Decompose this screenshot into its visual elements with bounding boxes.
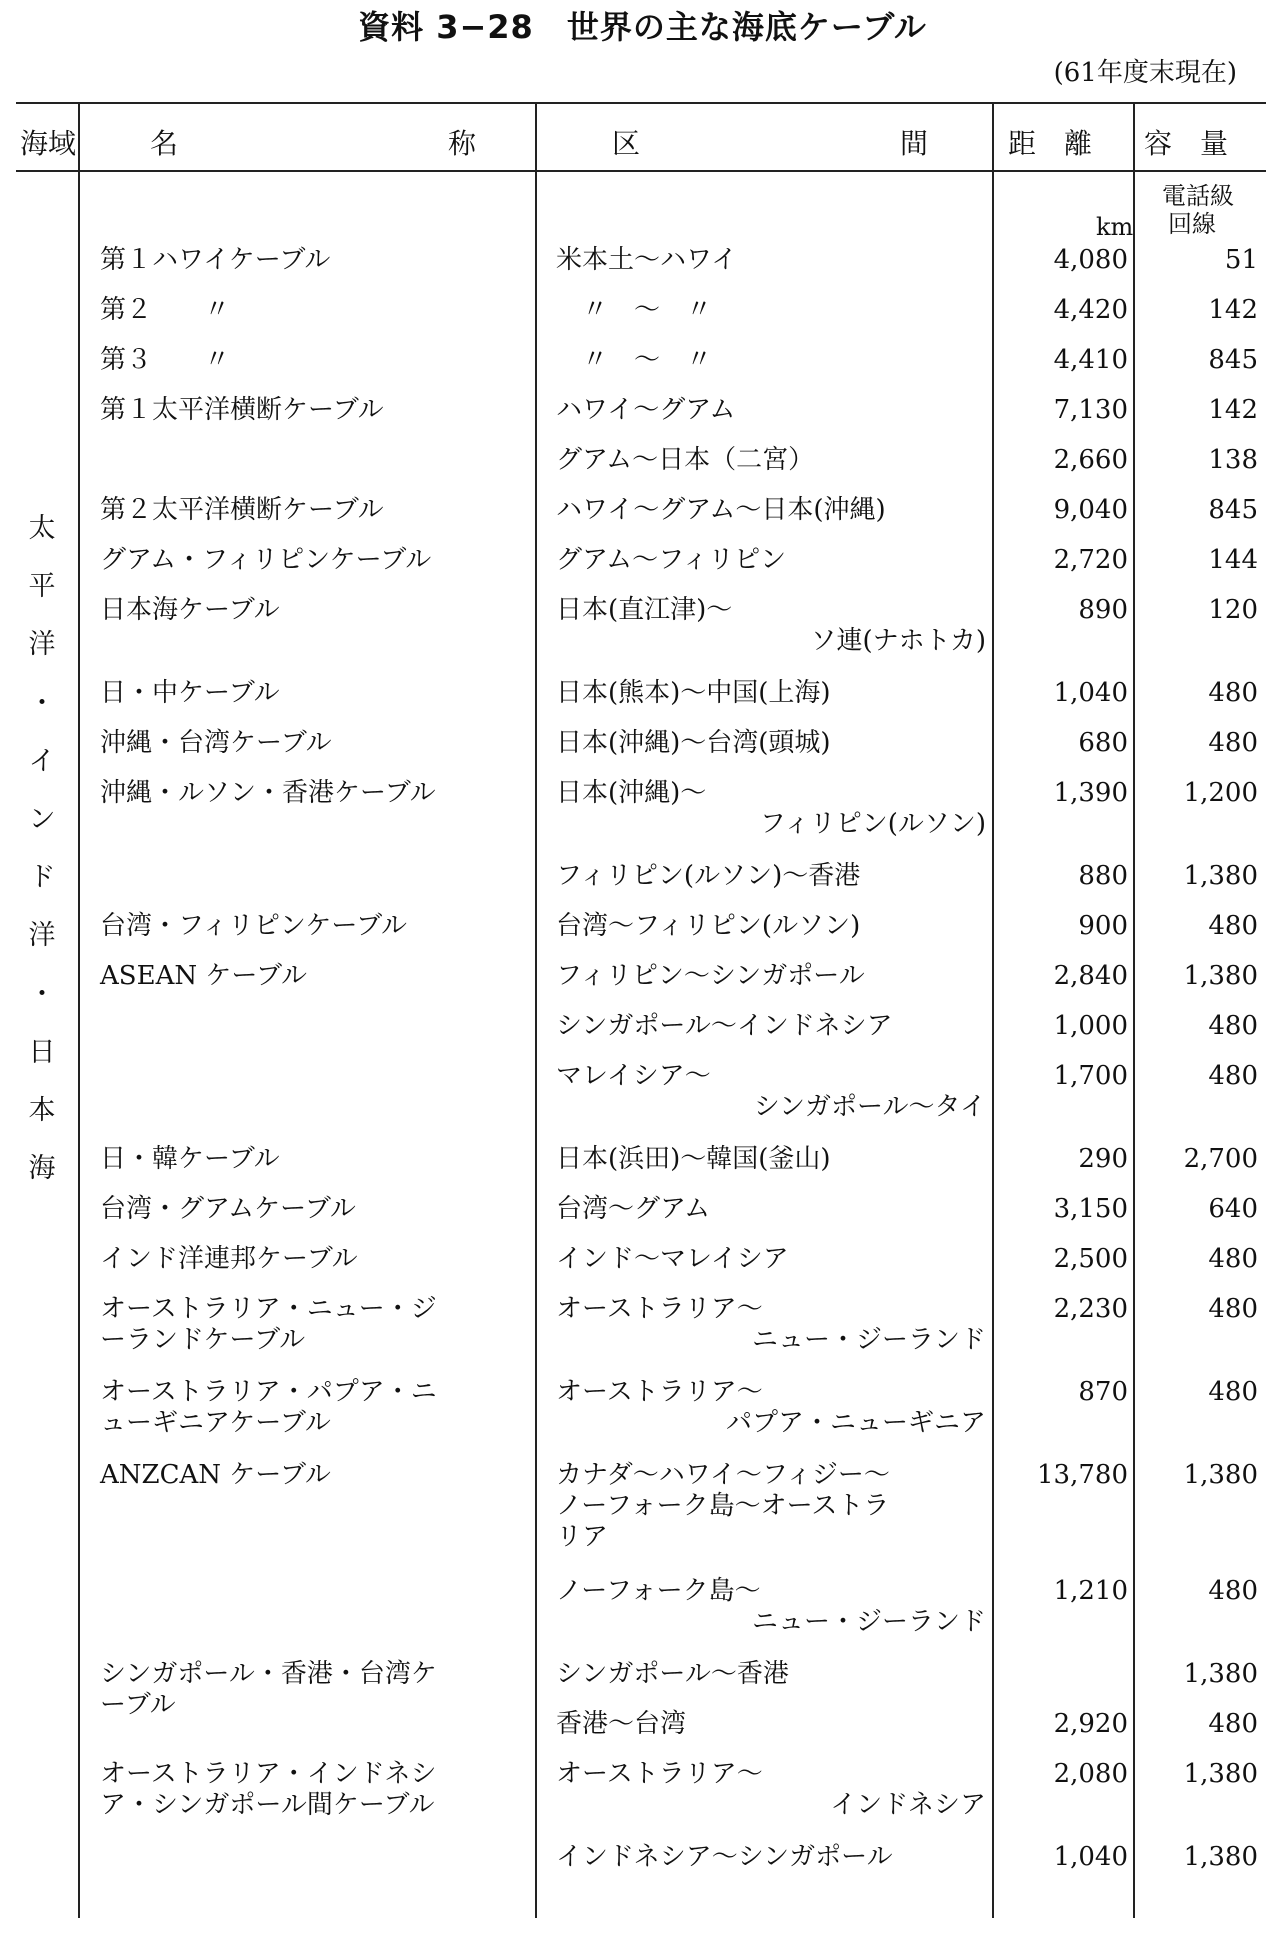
cable-name-line: 第１ハワイケーブル (100, 245, 331, 275)
capacity-cell: 480 (1208, 1294, 1258, 1324)
region-char: 洋 (28, 920, 56, 952)
section-line: 台湾〜グアム (556, 1194, 711, 1224)
section-line: フィリピン〜シンガポール (556, 961, 865, 991)
section (556, 861, 986, 892)
section (556, 295, 986, 326)
section (556, 1460, 986, 1553)
region-char: イ (28, 745, 56, 777)
header-capacity: 容 量 (1144, 127, 1229, 160)
section-line-2: パプア・ニューギニア (725, 1408, 986, 1438)
section-line: 日本(沖縄)〜台湾(頭城) (556, 728, 831, 758)
capacity-cell: 480 (1208, 728, 1258, 758)
cable-name-line: 日・中ケーブル (100, 678, 280, 708)
capacity-cell: 480 (1208, 1244, 1258, 1274)
distance-cell: 4,410 (1053, 345, 1128, 375)
cable-name-line: 沖縄・ルソン・香港ケーブル (100, 778, 436, 808)
header-name-b: 称 (448, 127, 477, 160)
capacity-cell: 640 (1208, 1194, 1258, 1224)
section (556, 1576, 986, 1638)
cable-name-line: 台湾・グアムケーブル (100, 1194, 356, 1224)
cable-name (100, 295, 520, 326)
distance-cell: 2,720 (1053, 545, 1128, 575)
header-distance: 距 離 (1008, 127, 1093, 160)
section-line: 米本土〜ハワイ (556, 245, 738, 275)
section-line: インドネシア〜シンガポール (556, 1842, 893, 1872)
cable-name (100, 678, 520, 709)
document-title: 資料 3−28 世界の主な海底ケーブル (358, 8, 927, 46)
cable-name-line: 第２太平洋横断ケーブル (100, 495, 384, 525)
section-line: オーストラリア〜 (556, 1377, 763, 1407)
capacity-cell: 480 (1208, 1377, 1258, 1407)
section-line: ノーフォーク島〜 (556, 1576, 761, 1606)
section (556, 595, 986, 657)
capacity-cell: 120 (1208, 595, 1258, 625)
region-char: 洋 (28, 629, 56, 661)
unit-capacity-b: 回線 (1168, 210, 1216, 238)
cable-name (100, 1759, 520, 1821)
section (556, 1011, 986, 1042)
region-char: ン (28, 804, 56, 836)
region-char: 日 (28, 1036, 56, 1068)
cable-name (100, 728, 520, 759)
section-line: 日本(浜田)〜韓国(釜山) (556, 1144, 831, 1174)
col-divider-section (992, 103, 994, 1918)
capacity-cell: 51 (1224, 245, 1258, 275)
cable-name-line: 第３ 〃 (100, 345, 231, 375)
section-line: シンガポール〜香港 (556, 1659, 789, 1689)
section-line: ハワイ〜グアム〜日本(沖縄) (556, 495, 886, 525)
capacity-cell: 480 (1208, 911, 1258, 941)
capacity-cell: 1,200 (1183, 778, 1258, 808)
section-line: オーストラリア〜 (556, 1294, 763, 1324)
section-line: オーストラリア〜 (556, 1759, 763, 1789)
section (556, 1244, 986, 1275)
cable-name (100, 395, 520, 426)
section-line: ハワイ〜グアム (556, 395, 736, 425)
cable-name-line: 日本海ケーブル (100, 595, 280, 625)
section-line: 日本(沖縄)〜 (556, 778, 707, 808)
header-bottom-rule (16, 170, 1266, 172)
capacity-cell: 2,700 (1183, 1144, 1258, 1174)
distance-cell: 7,130 (1053, 395, 1128, 425)
distance-cell: 680 (1078, 728, 1128, 758)
cable-name-line: 台湾・フィリピンケーブル (100, 911, 408, 941)
capacity-cell: 480 (1208, 678, 1258, 708)
cable-name-line: オーストラリア・ニュー・ジ (100, 1294, 437, 1324)
cable-name-line: ーブル (100, 1690, 176, 1720)
cable-name-line: インド洋連邦ケーブル (100, 1244, 358, 1274)
header-section-a: 区 (612, 127, 641, 160)
section-line: グアム〜フィリピン (556, 545, 787, 575)
section (556, 1194, 986, 1225)
distance-cell: 2,080 (1053, 1759, 1128, 1789)
capacity-cell: 480 (1208, 1011, 1258, 1041)
section (556, 245, 986, 276)
section (556, 445, 986, 476)
capacity-cell: 480 (1208, 1709, 1258, 1739)
distance-cell: 1,210 (1053, 1576, 1128, 1606)
distance-cell: 900 (1078, 911, 1128, 941)
section (556, 778, 986, 840)
capacity-cell: 480 (1208, 1576, 1258, 1606)
region-char: 平 (28, 571, 56, 603)
section-line-2: ソ連(ナホトカ) (810, 626, 986, 656)
cable-name-line: シンガポール・香港・台湾ケ (100, 1659, 437, 1689)
unit-capacity-a: 電話級 (1162, 182, 1234, 210)
cable-name-line: 沖縄・台湾ケーブル (100, 728, 332, 758)
region-char: ド (28, 862, 56, 894)
cable-name-line: 第１太平洋横断ケーブル (100, 395, 384, 425)
section-line: 日本(直江津)〜 (556, 595, 733, 625)
section (556, 395, 986, 426)
cable-name-line: 第２ 〃 (100, 295, 231, 325)
distance-cell: 3,150 (1053, 1194, 1128, 1224)
cable-name (100, 778, 520, 809)
as-of-note: (61年度末現在) (1053, 58, 1237, 88)
cable-name (100, 1460, 520, 1491)
section-line-2: ニュー・ジーランド (751, 1607, 986, 1637)
header-name-a: 名 (150, 127, 179, 160)
section-line: 台湾〜フィリピン(ルソン) (556, 911, 861, 941)
cable-name (100, 545, 520, 576)
capacity-cell: 1,380 (1183, 1842, 1258, 1872)
distance-cell: 2,230 (1053, 1294, 1128, 1324)
section-line: ノーフォーク島〜オーストラ (556, 1491, 890, 1521)
section-line: リア (556, 1522, 609, 1552)
region-char: ・ (28, 687, 56, 719)
cable-name-line: ューギニアケーブル (100, 1408, 331, 1438)
section-line-2: フィリピン(ルソン) (759, 809, 986, 839)
region-char: ・ (28, 978, 56, 1010)
cable-name-line: ASEAN ケーブル (100, 961, 308, 991)
capacity-cell: 845 (1208, 495, 1258, 525)
header-top-rule (16, 102, 1266, 104)
distance-cell: 1,040 (1053, 678, 1128, 708)
region-label (22, 500, 62, 1198)
section (556, 1759, 986, 1821)
capacity-cell: 142 (1208, 395, 1258, 425)
region-char: 本 (28, 1095, 56, 1127)
section (556, 345, 986, 376)
section-line: 香港〜台湾 (556, 1709, 687, 1739)
col-divider-name (535, 103, 537, 1918)
cable-name (100, 495, 520, 526)
distance-cell: 2,840 (1053, 961, 1128, 991)
section (556, 1061, 986, 1123)
capacity-cell: 480 (1208, 1061, 1258, 1091)
distance-cell: 870 (1078, 1377, 1128, 1407)
section (556, 911, 986, 942)
capacity-cell: 1,380 (1183, 1460, 1258, 1490)
section-line: カナダ〜ハワイ〜フィジー〜 (556, 1460, 890, 1490)
col-divider-region (78, 103, 80, 1918)
cable-name (100, 1659, 520, 1721)
distance-cell: 1,390 (1053, 778, 1128, 808)
distance-cell: 4,080 (1053, 245, 1128, 275)
distance-cell: 2,660 (1053, 445, 1128, 475)
cable-name (100, 245, 520, 276)
section (556, 1294, 986, 1356)
cable-name (100, 345, 520, 376)
section-line-2: シンガポール〜タイ (753, 1092, 986, 1122)
distance-cell: 13,780 (1037, 1460, 1128, 1490)
cable-name (100, 1194, 520, 1225)
section-line: グアム〜日本（二宮） (556, 445, 815, 475)
section-line: フィリピン(ルソン)〜香港 (556, 861, 861, 891)
header-section-b: 間 (900, 127, 929, 160)
distance-cell: 290 (1078, 1144, 1128, 1174)
cable-name (100, 911, 520, 942)
region-char: 太 (28, 513, 56, 544)
distance-cell: 880 (1078, 861, 1128, 891)
capacity-cell: 138 (1208, 445, 1258, 475)
cable-name-line: オーストラリア・インドネシ (100, 1759, 437, 1789)
region-char: 海 (28, 1153, 56, 1185)
section (556, 1709, 986, 1740)
section-line: 〃 〜 〃 (556, 345, 713, 375)
cable-name (100, 595, 520, 626)
distance-cell: 9,040 (1053, 495, 1128, 525)
section (556, 495, 986, 526)
section-line: マレイシア〜 (556, 1061, 711, 1091)
cable-name (100, 1144, 520, 1175)
distance-cell: 4,420 (1053, 295, 1128, 325)
capacity-cell: 1,380 (1183, 861, 1258, 891)
distance-cell: 1,000 (1053, 1011, 1128, 1041)
distance-cell: 1,040 (1053, 1842, 1128, 1872)
header-region: 海域 (20, 127, 77, 160)
section (556, 1842, 986, 1873)
section (556, 545, 986, 576)
unit-km: km (1096, 213, 1134, 241)
section-line: 日本(熊本)〜中国(上海) (556, 678, 831, 708)
cable-name-line: ア・シンガポール間ケーブル (100, 1790, 435, 1820)
distance-cell: 2,920 (1053, 1709, 1128, 1739)
capacity-cell: 1,380 (1183, 1659, 1258, 1689)
cable-name (100, 1244, 520, 1275)
capacity-cell: 142 (1208, 295, 1258, 325)
section (556, 678, 986, 709)
capacity-cell: 1,380 (1183, 1759, 1258, 1789)
section-line-2: ニュー・ジーランド (751, 1325, 986, 1355)
section-line: インド〜マレイシア (556, 1244, 789, 1274)
section-line-2: インドネシア (830, 1790, 986, 1820)
cable-name (100, 961, 520, 992)
cable-name-line: ANZCAN ケーブル (100, 1460, 331, 1490)
section (556, 1659, 986, 1690)
section (556, 1144, 986, 1175)
capacity-cell: 845 (1208, 345, 1258, 375)
distance-cell: 2,500 (1053, 1244, 1128, 1274)
col-divider-distance (1133, 103, 1135, 1918)
section (556, 1377, 986, 1439)
cable-name-line: 日・韓ケーブル (100, 1144, 280, 1174)
cable-name-line: ーランドケーブル (100, 1325, 306, 1355)
section (556, 961, 986, 992)
section (556, 728, 986, 759)
capacity-cell: 1,380 (1183, 961, 1258, 991)
cable-name (100, 1377, 520, 1439)
section-line: シンガポール〜インドネシア (556, 1011, 893, 1041)
section-line: 〃 〜 〃 (556, 295, 713, 325)
cable-name-line: グアム・フィリピンケーブル (100, 545, 432, 575)
distance-cell: 1,700 (1053, 1061, 1128, 1091)
cable-name (100, 1294, 520, 1356)
cable-name-line: オーストラリア・パプア・ニ (100, 1377, 437, 1407)
distance-cell: 890 (1078, 595, 1128, 625)
capacity-cell: 144 (1208, 545, 1258, 575)
